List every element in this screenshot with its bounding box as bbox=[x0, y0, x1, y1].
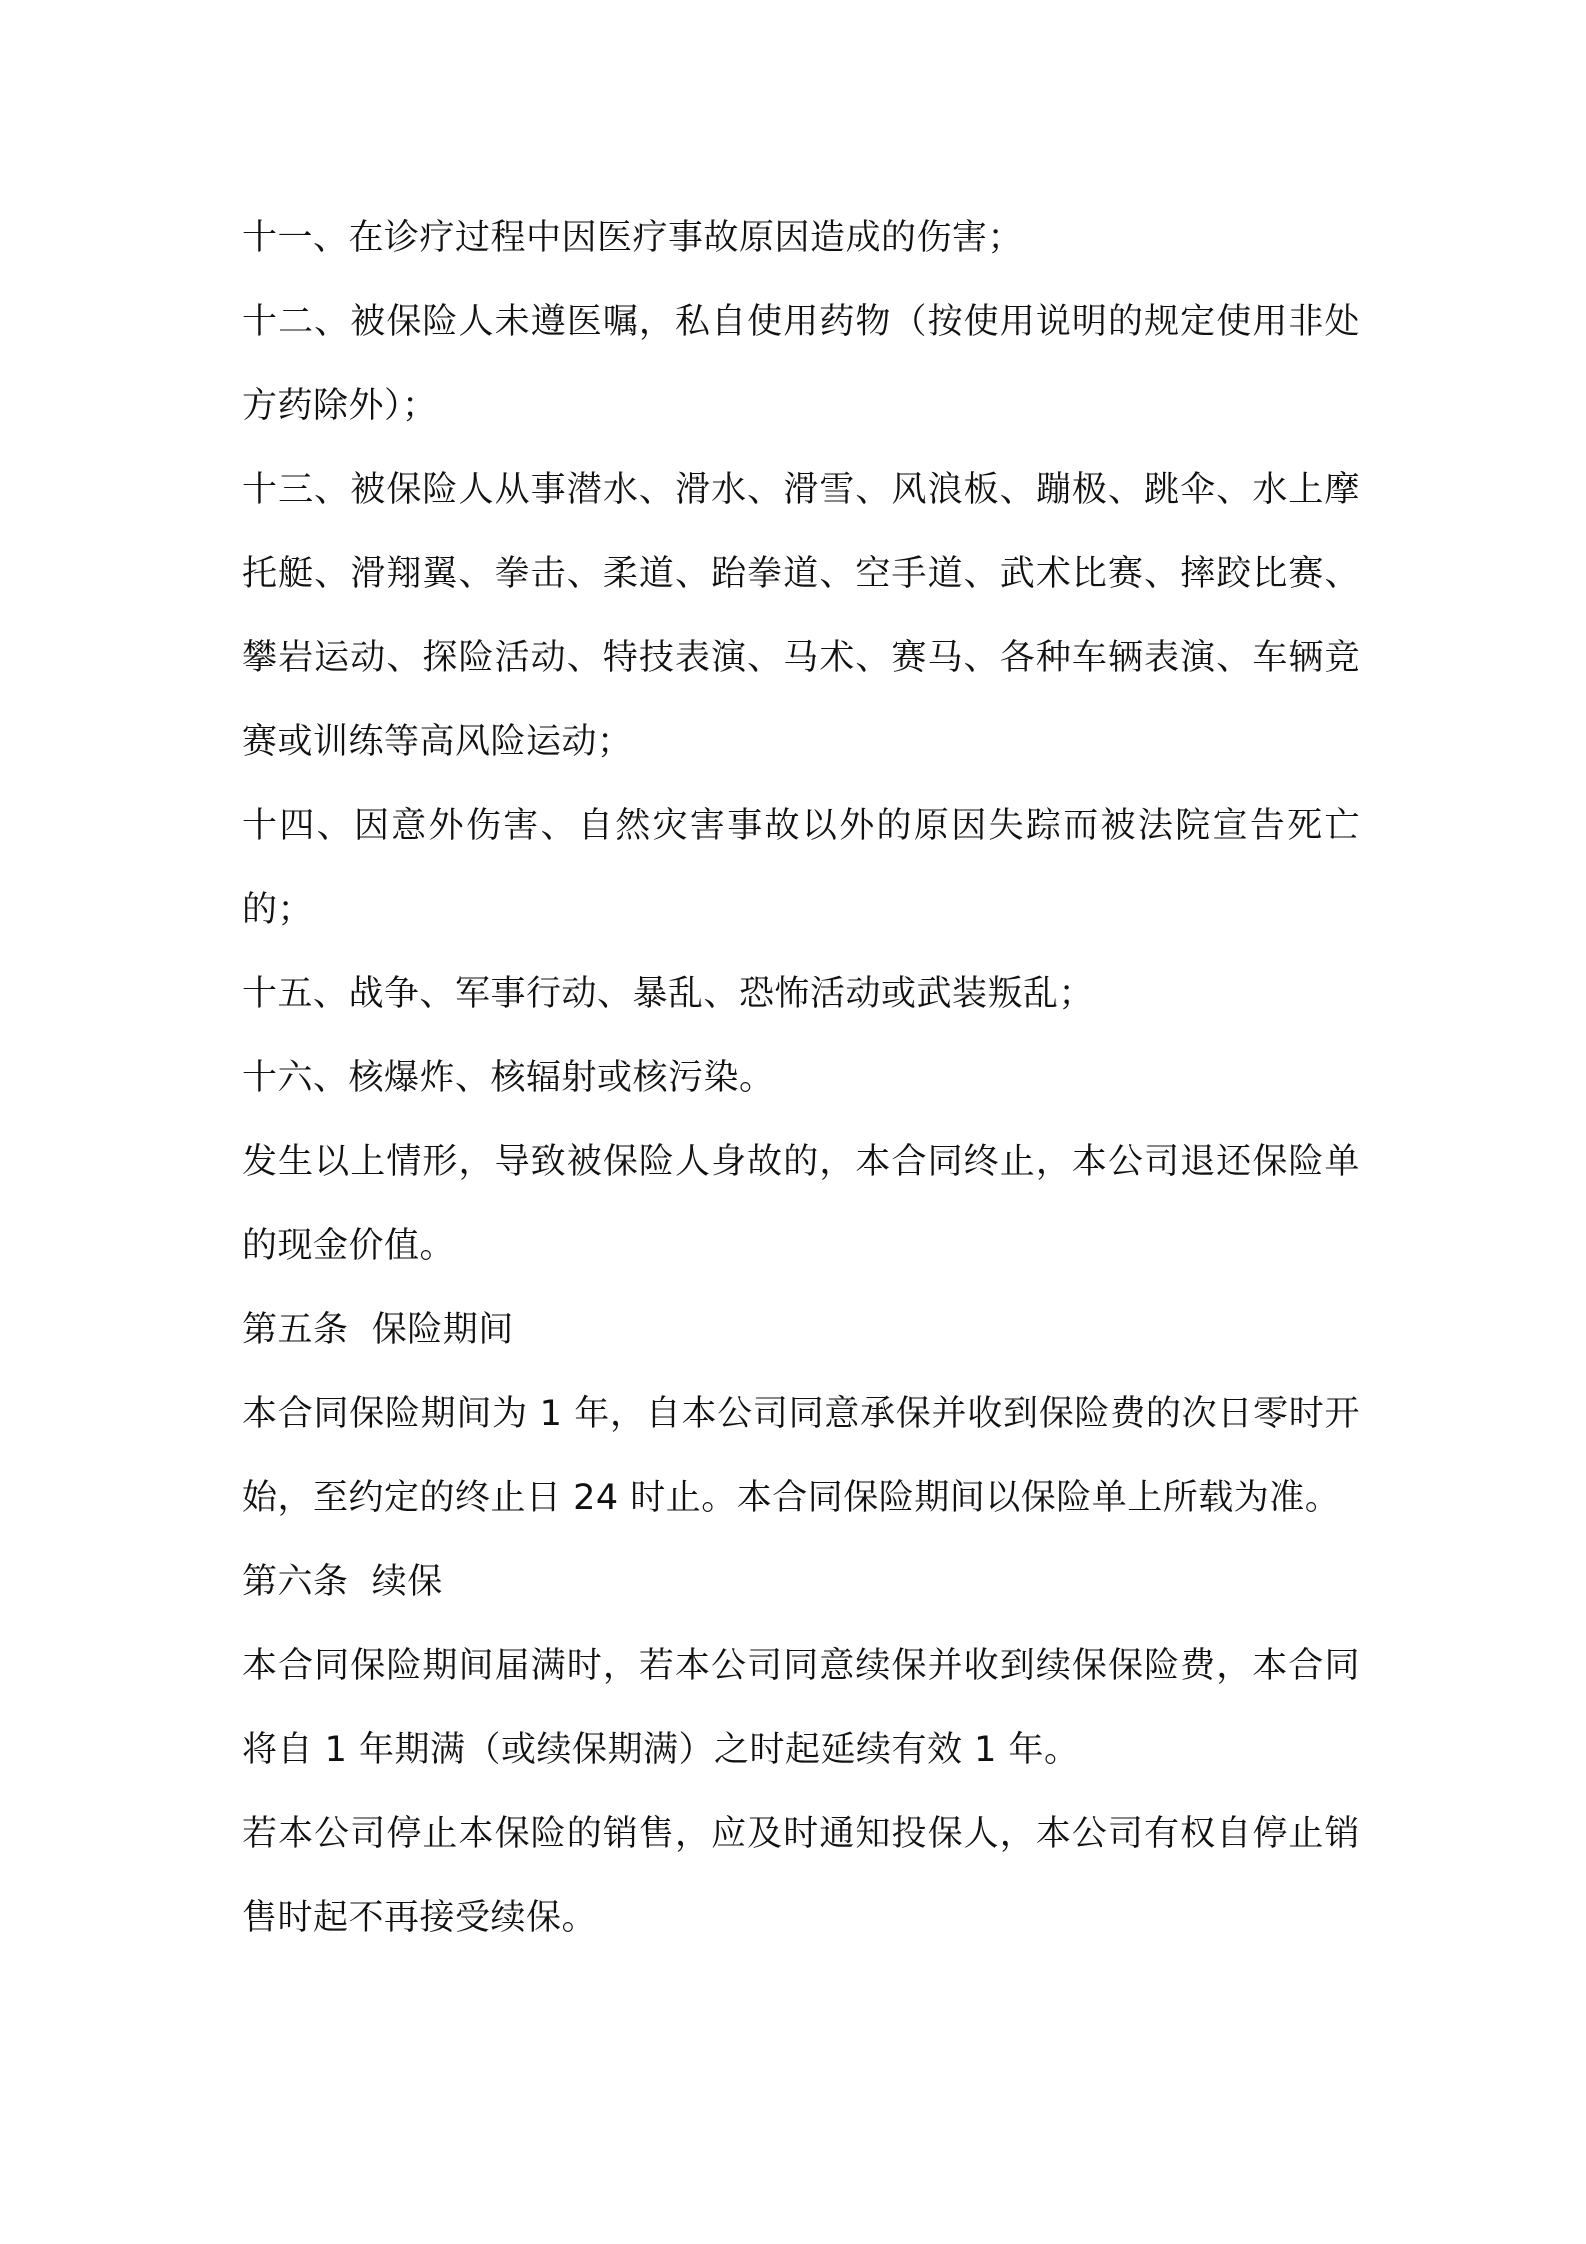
article-6-heading: 第六条 续保 bbox=[242, 1562, 443, 1602]
clause-11: 十一、在诊疗过程中因医疗事故原因造成的伤害； bbox=[242, 218, 1024, 258]
clause-16: 十六、核爆炸、核辐射或核污染。 bbox=[242, 1058, 775, 1098]
article-5-heading: 第五条 保险期间 bbox=[242, 1310, 514, 1350]
article-6-paragraph-1: 本合同保险期间届满时，若本公司同意续保并收到续保保险费，本合同将自 1 年期满（或续保期满）之时起延续有效 1 年。 bbox=[242, 1646, 1360, 1770]
article-6-paragraph-2: 若本公司停止本保险的销售，应及时通知投保人，本公司有权自停止销售时起不再接受续保。 bbox=[242, 1814, 1360, 1938]
clause-12: 十二、被保险人未遵医嘱，私自使用药物（按使用说明的规定使用非处方药除外）； bbox=[242, 302, 1360, 426]
document-page bbox=[242, 196, 1360, 1960]
article-5-body: 本合同保险期间为 1 年，自本公司同意承保并收到保险费的次日零时开始，至约定的终止日 24 时止。本合同保险期间以保险单上所载为准。 bbox=[242, 1394, 1360, 1518]
clause-13: 十三、被保险人从事潜水、滑水、滑雪、风浪板、蹦极、跳伞、水上摩托艇、滑翔翼、拳击、柔道、跆拳道、空手道、武术比赛、摔跤比赛、攀岩运动、探险活动、特技表演、马术、赛马、各种车辆表演、车辆竞赛或训练等高风险运动； bbox=[242, 470, 1360, 762]
exclusion-consequence: 发生以上情形，导致被保险人身故的，本合同终止，本公司退还保险单的现金价值。 bbox=[242, 1142, 1360, 1266]
clause-15: 十五、战争、军事行动、暴乱、恐怖活动或武装叛乱； bbox=[242, 974, 1095, 1014]
clause-14: 十四、因意外伤害、自然灾害事故以外的原因失踪而被法院宣告死亡的； bbox=[242, 806, 1360, 930]
